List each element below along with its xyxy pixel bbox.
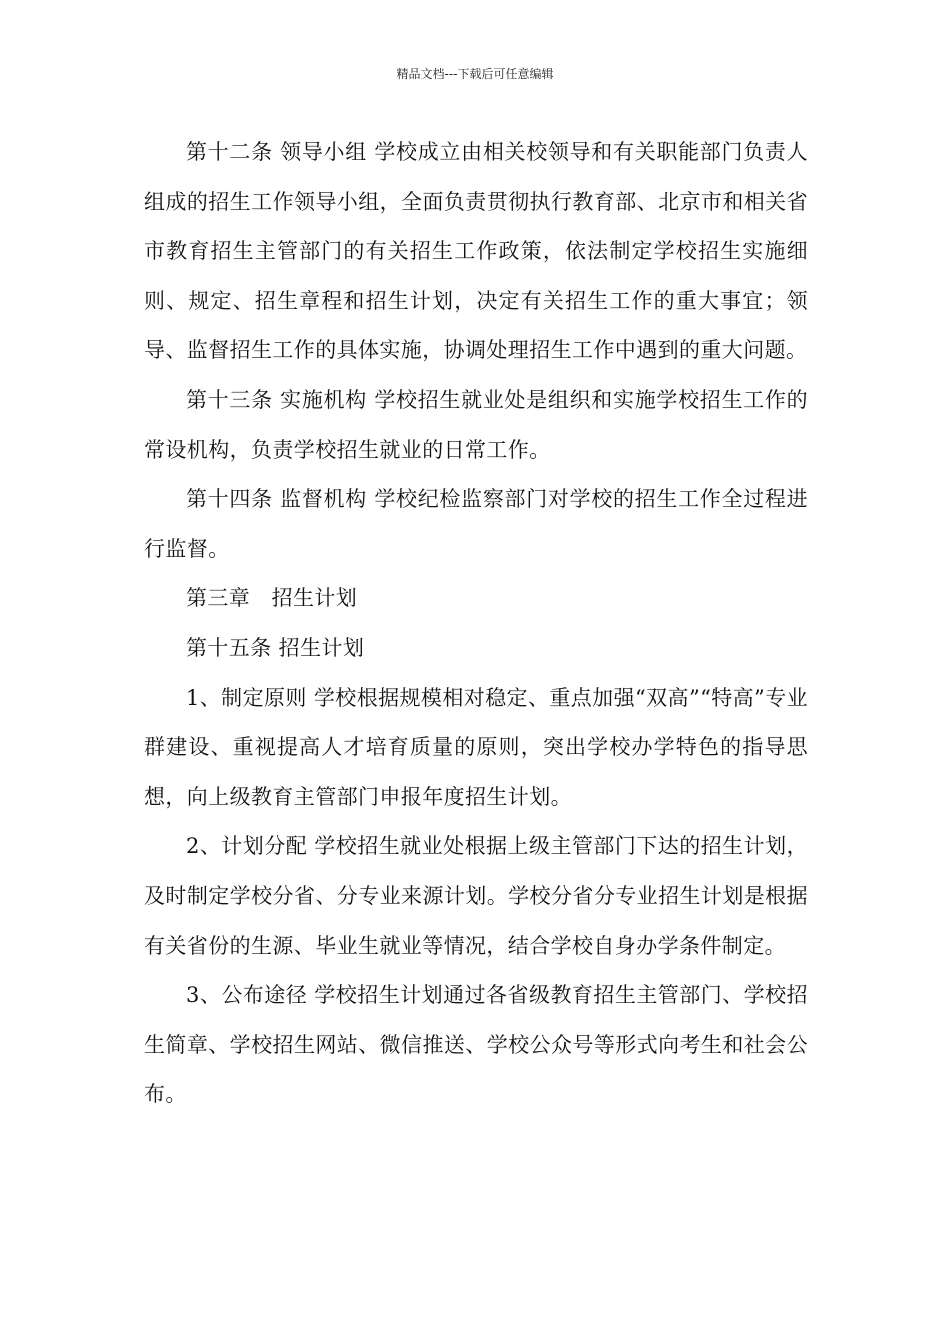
paragraph-allocation: 2、计划分配 学校招生就业处根据上级主管部门下达的招生计划，及时制定学校分省、分专业来源计划。学校分省分专业招生计划是根据有关省份的生源、毕业生就业等情况，结合学校自身办学条件制定。	[144, 834, 808, 958]
article-heading-15: 第十五条 招生计划	[186, 635, 365, 660]
paragraph-publication: 3、公布途径 学校招生计划通过各省级教育招生主管部门、学校招生简章、学校招生网站、微信推送、学校公众号等形式向考生和社会公布。	[144, 983, 808, 1107]
document-body	[144, 128, 808, 1120]
paragraph-article-13: 第十三条 实施机构 学校招生就业处是组织和实施学校招生工作的常设机构，负责学校招生就业的日常工作。	[144, 387, 808, 462]
chapter-heading: 第三章 招生计划	[186, 586, 358, 611]
paragraph-article-12: 第十二条 领导小组 学校成立由相关校领导和有关职能部门负责人组成的招生工作领导小组，全面负责贯彻执行教育部、北京市和相关省市教育招生主管部门的有关招生工作政策，依法制定学校招生实施细则、规定、招生章程和招生计划，决定有关招生工作的重大事宜；领导、监督招生工作的具体实施，协调处理招生工作中遇到的重大问题。	[144, 140, 808, 363]
page-header: 精品文档---下载后可任意编辑	[396, 67, 554, 81]
paragraph-principle: 1、制定原则 学校根据规模相对稳定、重点加强“双高”“特高”专业群建设、重视提高人才培育质量的原则，突出学校办学特色的指导思想，向上级教育主管部门申报年度招生计划。	[144, 685, 808, 809]
paragraph-article-14: 第十四条 监督机构 学校纪检监察部门对学校的招生工作全过程进行监督。	[144, 487, 808, 561]
